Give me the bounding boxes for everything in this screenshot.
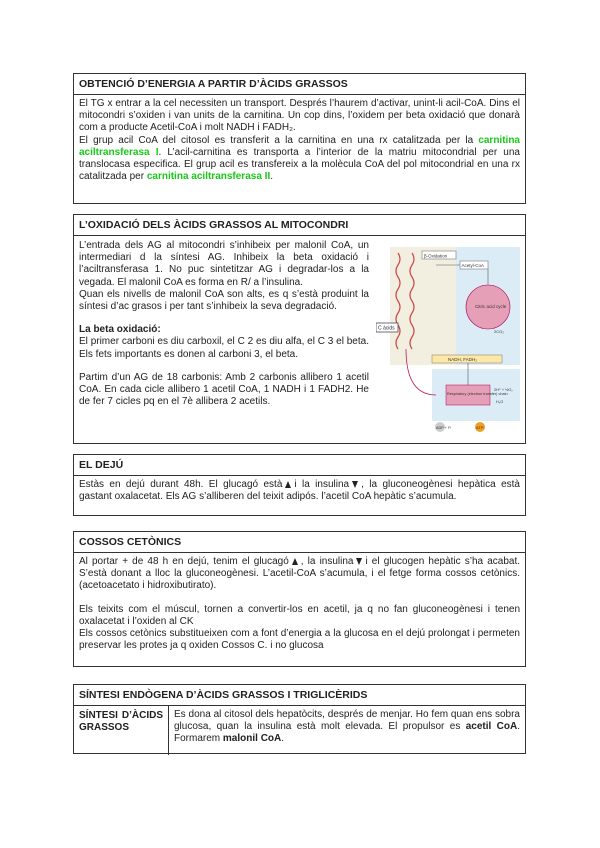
label-citric-cycle: Citric acid cycle (475, 304, 507, 309)
row-label-word: GRASSOS (79, 722, 130, 733)
arrow-down-icon (352, 481, 358, 488)
label-c-acids: C ácids (378, 325, 395, 332)
paragraph: Quan els nivells de malonil CoA son alts, es q s’està produint la síntesi d’ac grasos i per tant s’inhibeix la seva degradació. (79, 288, 369, 313)
arrow-up-icon (285, 481, 291, 488)
label-h-o2: 2H⁺ + ½O₂ (494, 388, 513, 392)
label-beta-oxidation: β-Oxidation (424, 253, 448, 259)
label-adp: ADP + Pᵢ (436, 426, 452, 430)
row-content (169, 706, 525, 755)
text-run: i el glucogen hepàtic s’ha acabat. S’està donant a lloc la gluconeogènesi. L’acetil-CoA s’acumula, i el fetge forma cossos cetònics. (acetoacetato i hidroxibutirato). (79, 556, 520, 592)
text-run: Al portar + de 48 h en dejú, tenim el glucagó (79, 556, 289, 567)
bold-term: malonil CoA (222, 733, 282, 745)
text-run: . Formarem (174, 721, 521, 745)
section-title: L’OXIDACIÓ DELS ÀCIDS GRASSOS AL MITOCONDRI (74, 215, 525, 236)
arrow-down-icon (356, 558, 362, 565)
section-ketone-bodies (73, 531, 526, 667)
section-title: OBTENCIÓ D’ENERGIA A PARTIR D’ÀCIDS GRASSOS (74, 74, 525, 95)
text-run: . L’acil-carnitina es transporta a l’interior de la matriu mitocondrial per una translocasa especifica. El grup acil es transfereix a la molècula CoA del pol mitocondrial en una rx catalitzada per (79, 146, 520, 183)
label-co2: 2CO₂ (494, 329, 504, 334)
label-respiratory-chain: Respiratory (electron transfer) chain (447, 392, 508, 396)
text-run: i la insulina (294, 479, 350, 490)
text-run: El grup acil CoA del citosol es transferit a la carnitina en una rx catalitzada per la (79, 134, 479, 146)
paragraph: Partim d’un AG de 18 carbonis: Amb 2 carbonis allibero 1 acetil CoA. En cada cicle allibero 1 acetil CoA, 1 NADH i 1 FADH2. He de fer 7 cicles pq en el 7è allibera 2 acetils. (79, 371, 369, 408)
beta-oxidation-figure (376, 245, 522, 435)
text-run: . (270, 171, 274, 183)
highlight-enzyme-1: carnitina aciltransferasa I (79, 134, 520, 158)
bold-term: acetil CoA (465, 721, 518, 733)
row-label-word: SÍNTESI (79, 710, 118, 721)
paragraph: L’entrada dels AG al mitocondri s’inhibeix per malonil CoA, un intermediari d la síntesi AG. Inhibeix la beta oxidació i l’aciltransferasa 1. No puc sintetitzar AG i degradar-los a la vegada. El malonil CoA es forma en R/ a l’insulina. (79, 240, 369, 288)
text-run: Es dona al citosol dels hepatòcits, després de menjar. Ho fem quan ens sobra glucosa, quan la insulina està molt elevada. El propulsor es (174, 709, 520, 733)
subheading: La beta oxidació: (79, 324, 161, 336)
section-body (79, 240, 369, 408)
section-title: EL DEJÚ (74, 455, 525, 476)
paragraph (79, 556, 520, 593)
arrow-up-icon (292, 558, 298, 565)
text-run: , la insulina (300, 556, 354, 567)
paragraph: El TG x entrar a la cel necessiten un transport. Després l’haurem d’activar, unint-li acil-CoA. Dins el mitocondri s’oxiden i van units de la carnitina. Un cop dins, l’oxidem per beta oxidació que donarà com a producte Acetil-CoA i molt NADH i FADH₂. (79, 98, 520, 134)
section-title: SÍNTESI ENDÒGENA D’ÀCIDS GRASSOS I TRIGLICÈRIDS (74, 685, 525, 706)
row-label (74, 706, 169, 755)
section-body (74, 553, 525, 655)
table-row (74, 706, 525, 755)
section-title: COSSOS CETÒNICS (74, 532, 525, 553)
highlight-enzyme-2: carnitina aciltransferasa II (146, 171, 271, 183)
label-atp: ATP (476, 425, 484, 430)
section-fasting (73, 454, 526, 516)
text-run: Estàs en dejú durant 48h. El glucagó està (79, 479, 283, 490)
row-label-word: D’ÀCIDS (121, 710, 163, 721)
paragraph (79, 135, 520, 184)
paragraph: Els teixits com el múscul, tornen a convertir-los en acetil, ja q no fan gluconeogènesi i tenen oxalacetat i l’oxiden al CK (79, 603, 520, 627)
paragraph: El primer carboni es diu carboxil, el C 2 es diu alfa, el C 3 el beta. Els fets importants es donen al carboni 3, el beta. (79, 336, 369, 360)
section-body (74, 95, 525, 186)
label-acetyl-coa: Acetyl-CoA (461, 263, 485, 268)
paragraph: Els cossos cetònics substitueixen com a font d’energia a la glucosa en el dejú prolongat i permeten preservar les protes ja q oxiden Cossos C. i no glucosa (79, 628, 520, 652)
text-run: . (281, 733, 285, 745)
label-h2o: H₂O (496, 400, 504, 404)
text-run: , la gluconeogènesi hepàtica està gastant oxalacetat. Els AG s’alliberen del teixit adipós. l’acetil CoA hepàtic s’acumula. (79, 479, 520, 503)
label-nadh: NADH, FADH₂ (448, 357, 477, 362)
section-body (74, 476, 525, 506)
section-energy-from-fatty-acids (73, 73, 526, 204)
section-endogenous-synthesis (73, 684, 526, 754)
paragraph (79, 479, 520, 503)
section-mitochondrial-oxidation (73, 214, 526, 444)
